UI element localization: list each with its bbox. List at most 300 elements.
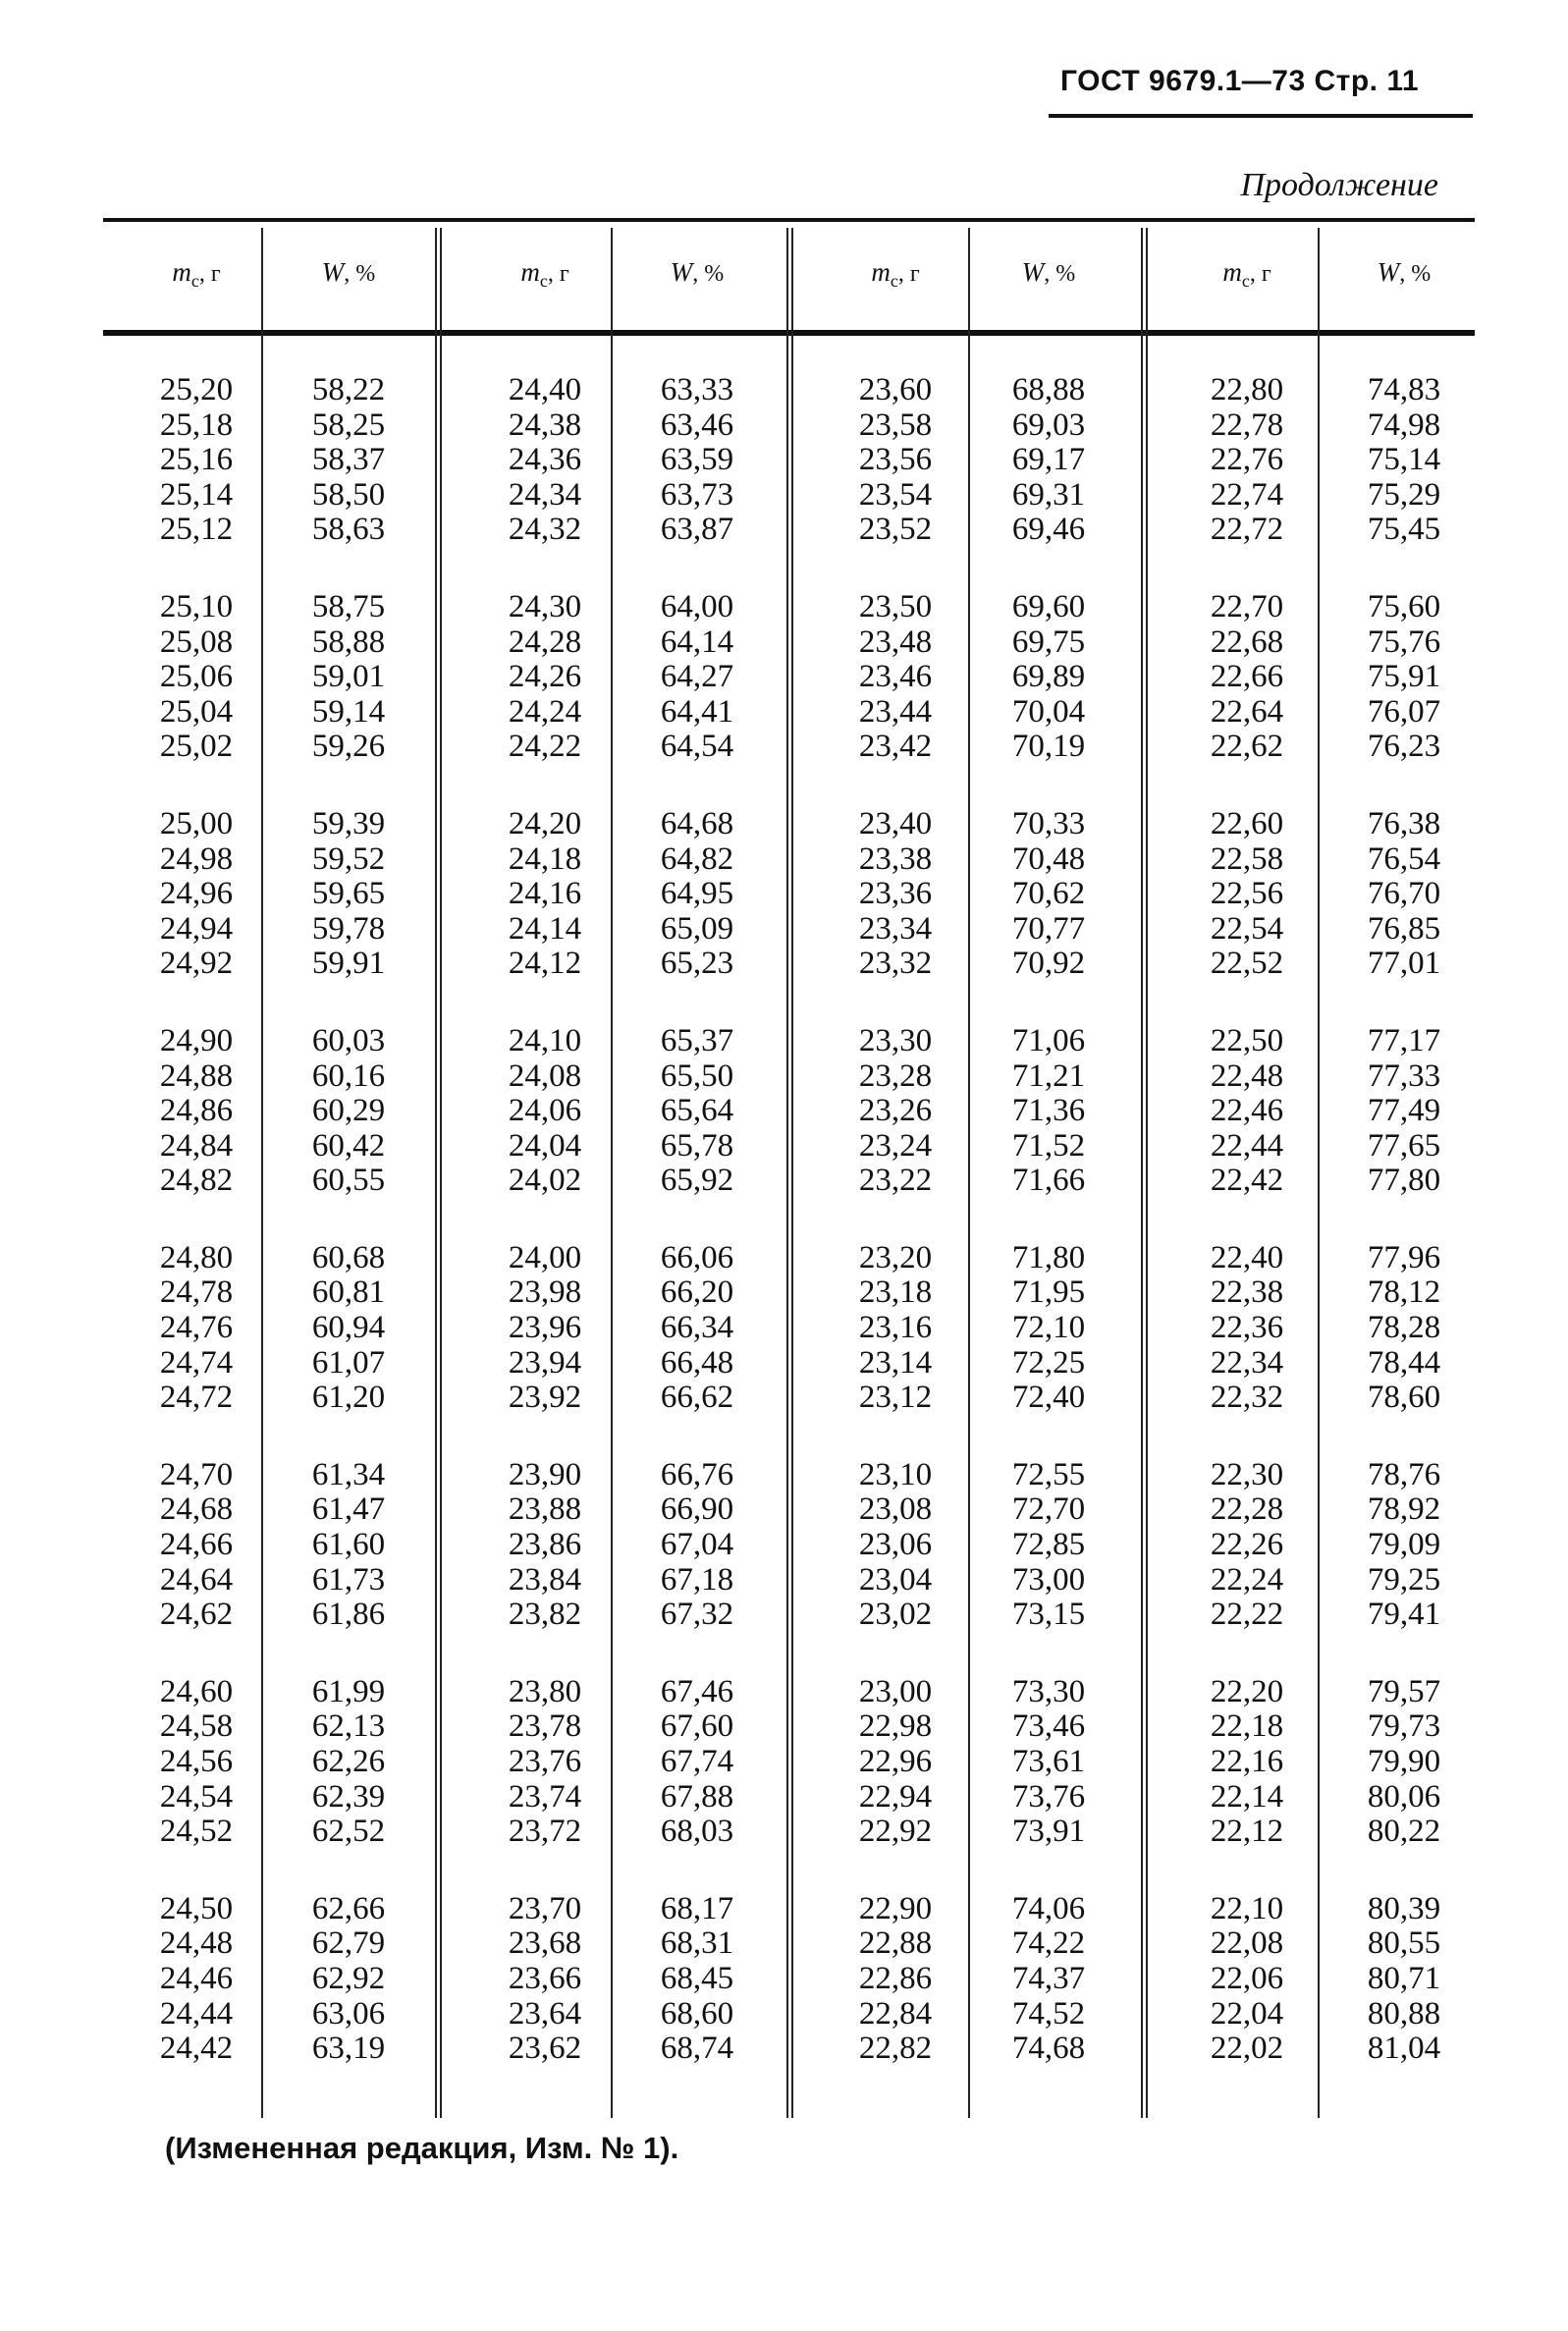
- table-cell: 23,18: [858, 1274, 933, 1311]
- row-group: [1173, 373, 1321, 548]
- table-cell: 23,88: [508, 1491, 582, 1528]
- table-cell: 24,50: [159, 1890, 234, 1926]
- table-cell: 23,02: [858, 1597, 933, 1633]
- table-cell: 65,50: [660, 1057, 734, 1094]
- table-cell: 80,22: [1367, 1814, 1441, 1850]
- row-group: [1330, 807, 1478, 982]
- table-cell: 64,68: [660, 805, 734, 841]
- table-cell: 24,34: [508, 476, 582, 513]
- table-cell: 80,88: [1367, 1995, 1441, 2032]
- table-cell: 22,10: [1210, 1890, 1284, 1926]
- table-cell: 24,82: [159, 1163, 234, 1199]
- table-cell: 80,39: [1367, 1890, 1441, 1926]
- table-cell: 25,16: [159, 442, 234, 478]
- table-cell: 22,66: [1210, 659, 1284, 695]
- table-cell: 58,25: [311, 407, 386, 443]
- table-cell: 70,33: [1011, 805, 1086, 841]
- table-cell: 75,76: [1367, 623, 1441, 660]
- table-cell: 23,78: [508, 1708, 582, 1745]
- row-group: [275, 1892, 422, 2067]
- row-group: [123, 807, 270, 982]
- table-cell: 24,36: [508, 442, 582, 478]
- table-cell: 69,75: [1011, 623, 1086, 660]
- table-cell: 24,64: [159, 1561, 234, 1598]
- table-cell: 22,16: [1210, 1744, 1284, 1779]
- table-cell: 23,76: [508, 1744, 582, 1779]
- table-cell: 69,89: [1011, 659, 1086, 695]
- table-cell: 24,52: [159, 1814, 234, 1850]
- table-cell: 71,52: [1011, 1127, 1086, 1164]
- row-group: [275, 590, 422, 765]
- row-group: [471, 1241, 619, 1416]
- table-cell: 23,84: [508, 1561, 582, 1598]
- table-cell: 72,55: [1011, 1456, 1086, 1492]
- table-cell: 23,36: [858, 876, 933, 912]
- table-cell: 62,39: [311, 1778, 386, 1815]
- table-cell: 22,26: [1210, 1527, 1284, 1563]
- table-cell: 24,54: [159, 1778, 234, 1815]
- table-cell: 67,74: [660, 1744, 734, 1779]
- table-cell: 23,56: [858, 442, 933, 478]
- table-cell: 22,64: [1210, 693, 1284, 730]
- table-cell: 80,71: [1367, 1960, 1441, 1996]
- row-group: [275, 1241, 422, 1416]
- table-cell: 64,27: [660, 659, 734, 695]
- table-cell: 59,01: [311, 659, 386, 695]
- row-group: [822, 807, 969, 982]
- table-cell: 22,54: [1210, 910, 1284, 947]
- table-cell: 58,75: [311, 588, 386, 624]
- row-group: [275, 1675, 422, 1850]
- table-cell: 23,72: [508, 1814, 582, 1850]
- table-cell: 22,52: [1210, 946, 1284, 982]
- table-cell: 22,74: [1210, 476, 1284, 513]
- table-cell: 72,10: [1011, 1310, 1086, 1346]
- table-cell: 24,24: [508, 693, 582, 730]
- table-cell: 24,10: [508, 1022, 582, 1058]
- table-cell: 24,78: [159, 1274, 234, 1311]
- table-cell: 22,06: [1210, 1960, 1284, 1996]
- header-rule: [1049, 114, 1473, 118]
- table-cell: 64,82: [660, 840, 734, 877]
- table-cell: 25,12: [159, 512, 234, 548]
- table-cell: 61,73: [311, 1561, 386, 1598]
- table-cell: 24,76: [159, 1310, 234, 1346]
- table-cell: 25,04: [159, 693, 234, 730]
- table-column: [123, 373, 270, 2109]
- table-cell: 63,46: [660, 407, 734, 443]
- row-group: [471, 373, 619, 548]
- table-cell: 72,40: [1011, 1380, 1086, 1416]
- table-cell: 71,36: [1011, 1093, 1086, 1129]
- row-group: [1173, 590, 1321, 765]
- table-cell: 69,03: [1011, 407, 1086, 443]
- row-group: [822, 590, 969, 765]
- table-cell: 23,06: [858, 1527, 933, 1563]
- table-cell: 74,37: [1011, 1960, 1086, 1996]
- table-column: [275, 373, 422, 2109]
- table-cell: 76,23: [1367, 729, 1441, 765]
- footnote: (Измененная редакция, Изм. № 1).: [165, 2131, 679, 2165]
- table-cell: 59,65: [311, 876, 386, 912]
- table-cell: 71,80: [1011, 1239, 1086, 1275]
- table-cell: 68,45: [660, 1960, 734, 1996]
- table-cell: 73,00: [1011, 1561, 1086, 1598]
- table-cell: 23,74: [508, 1778, 582, 1815]
- table-cell: 60,42: [311, 1127, 386, 1164]
- table-cell: 24,74: [159, 1344, 234, 1381]
- row-group: [471, 1458, 619, 1633]
- table-cell: 25,00: [159, 805, 234, 841]
- table-cell: 73,46: [1011, 1708, 1086, 1745]
- table-cell: 24,94: [159, 910, 234, 947]
- table-cell: 24,42: [159, 2031, 234, 2067]
- table-cell: 23,86: [508, 1527, 582, 1563]
- table-cell: 62,92: [311, 1960, 386, 1996]
- table-cell: 69,31: [1011, 476, 1086, 513]
- table-cell: 22,80: [1210, 372, 1284, 407]
- table-cell: 60,16: [311, 1057, 386, 1094]
- table-cell: 60,81: [311, 1274, 386, 1311]
- table-cell: 22,08: [1210, 1925, 1284, 1962]
- table-cell: 63,19: [311, 2031, 386, 2067]
- row-group: [822, 1675, 969, 1850]
- table-cell: 70,04: [1011, 693, 1086, 730]
- table-cell: 22,60: [1210, 805, 1284, 841]
- continuation-label: Продолжение: [1240, 167, 1438, 203]
- table-cell: 59,91: [311, 946, 386, 982]
- table-cell: 65,78: [660, 1127, 734, 1164]
- table-cell: 61,34: [311, 1456, 386, 1492]
- table-cell: 67,46: [660, 1673, 734, 1709]
- table-cell: 24,28: [508, 623, 582, 660]
- table-cell: 23,34: [858, 910, 933, 947]
- table-cell: 74,83: [1367, 372, 1441, 407]
- row-group: [1330, 590, 1478, 765]
- table-cell: 22,44: [1210, 1127, 1284, 1164]
- table-cell: 25,14: [159, 476, 234, 513]
- table-cell: 22,40: [1210, 1239, 1284, 1275]
- table-cell: 23,64: [508, 1995, 582, 2032]
- table-cell: 25,08: [159, 623, 234, 660]
- table-cell: 23,50: [858, 588, 933, 624]
- row-group: [123, 1892, 270, 2067]
- row-group: [123, 590, 270, 765]
- table-cell: 65,23: [660, 946, 734, 982]
- table-cell: 78,60: [1367, 1380, 1441, 1416]
- row-group: [822, 1024, 969, 1199]
- table-cell: 73,91: [1011, 1814, 1086, 1850]
- table-cell: 58,22: [311, 372, 386, 407]
- table-cell: 63,59: [660, 442, 734, 478]
- table-cell: 23,40: [858, 805, 933, 841]
- table-cell: 24,88: [159, 1057, 234, 1094]
- table-cell: 62,79: [311, 1925, 386, 1962]
- table-cell: 22,78: [1210, 407, 1284, 443]
- table-cell: 59,26: [311, 729, 386, 765]
- table-cell: 24,48: [159, 1925, 234, 1962]
- table-cell: 23,24: [858, 1127, 933, 1164]
- table-cell: 22,94: [858, 1778, 933, 1815]
- row-group: [275, 1024, 422, 1199]
- table-cell: 23,22: [858, 1163, 933, 1199]
- row-group: [1173, 807, 1321, 982]
- table-cell: 78,92: [1367, 1491, 1441, 1528]
- table-cell: 25,02: [159, 729, 234, 765]
- table-cell: 77,96: [1367, 1239, 1441, 1275]
- table-cell: 61,47: [311, 1491, 386, 1528]
- table-cell: 24,26: [508, 659, 582, 695]
- table-cell: 64,14: [660, 623, 734, 660]
- table-cell: 22,84: [858, 1995, 933, 2032]
- table-cell: 24,06: [508, 1093, 582, 1129]
- table-cell: 77,33: [1367, 1057, 1441, 1094]
- table-cell: 62,26: [311, 1744, 386, 1779]
- table-cell: 23,82: [508, 1597, 582, 1633]
- table-cell: 23,70: [508, 1890, 582, 1926]
- table-column: [1173, 373, 1321, 2109]
- table-top-rule: [103, 218, 1475, 222]
- table-cell: 79,73: [1367, 1708, 1441, 1745]
- row-group: [1173, 1675, 1321, 1850]
- table-cell: 22,20: [1210, 1673, 1284, 1709]
- table-cell: 68,60: [660, 1995, 734, 2032]
- table-cell: 79,41: [1367, 1597, 1441, 1633]
- row-group: [975, 1892, 1122, 2067]
- table-cell: 24,20: [508, 805, 582, 841]
- table-cell: 24,22: [508, 729, 582, 765]
- row-group: [975, 1675, 1122, 1850]
- table-cell: 23,08: [858, 1491, 933, 1528]
- table-cell: 67,04: [660, 1527, 734, 1563]
- table-cell: 73,15: [1011, 1597, 1086, 1633]
- table-cell: 76,85: [1367, 910, 1441, 947]
- table-cell: 23,52: [858, 512, 933, 548]
- row-group: [975, 1024, 1122, 1199]
- row-group: [1330, 1241, 1478, 1416]
- table-cell: 64,00: [660, 588, 734, 624]
- table-cell: 24,72: [159, 1380, 234, 1416]
- row-group: [1173, 1892, 1321, 2067]
- row-group: [623, 1024, 771, 1199]
- table-cell: 59,39: [311, 805, 386, 841]
- table-cell: 72,70: [1011, 1491, 1086, 1528]
- table-cell: 79,57: [1367, 1673, 1441, 1709]
- table-cell: 61,60: [311, 1527, 386, 1563]
- row-group: [123, 1024, 270, 1199]
- row-group: [822, 1458, 969, 1633]
- table-cell: 66,90: [660, 1491, 734, 1528]
- table-cell: 24,84: [159, 1127, 234, 1164]
- table-cell: 23,54: [858, 476, 933, 513]
- table-cell: 71,21: [1011, 1057, 1086, 1094]
- table-cell: 25,10: [159, 588, 234, 624]
- table-cell: 63,06: [311, 1995, 386, 2032]
- table-cell: 22,76: [1210, 442, 1284, 478]
- row-group: [123, 1241, 270, 1416]
- table-cell: 64,41: [660, 693, 734, 730]
- row-group: [822, 1892, 969, 2067]
- table-cell: 73,61: [1011, 1744, 1086, 1779]
- table-cell: 24,56: [159, 1744, 234, 1779]
- table-cell: 66,62: [660, 1380, 734, 1416]
- row-group: [471, 807, 619, 982]
- row-group: [1330, 1892, 1478, 2067]
- table-cell: 23,46: [858, 659, 933, 695]
- table-cell: 23,94: [508, 1344, 582, 1381]
- table-cell: 75,29: [1367, 476, 1441, 513]
- row-group: [975, 1241, 1122, 1416]
- page-header: ГОСТ 9679.1—73 Стр. 11: [1060, 65, 1420, 97]
- table-column: [471, 373, 619, 2109]
- table-cell: 22,82: [858, 2031, 933, 2067]
- table-cell: 66,76: [660, 1456, 734, 1492]
- table-cell: 76,54: [1367, 840, 1441, 877]
- table-cell: 24,58: [159, 1708, 234, 1745]
- table-cell: 23,66: [508, 1960, 582, 1996]
- table-cell: 24,68: [159, 1491, 234, 1528]
- table-cell: 24,14: [508, 910, 582, 947]
- table-cell: 63,73: [660, 476, 734, 513]
- table-cell: 66,48: [660, 1344, 734, 1381]
- row-group: [822, 1241, 969, 1416]
- table-cell: 23,30: [858, 1022, 933, 1058]
- table-cell: 23,44: [858, 693, 933, 730]
- table-cell: 22,58: [1210, 840, 1284, 877]
- table-cell: 22,14: [1210, 1778, 1284, 1815]
- table-cell: 71,95: [1011, 1274, 1086, 1311]
- table-cell: 22,04: [1210, 1995, 1284, 2032]
- table-cell: 23,16: [858, 1310, 933, 1346]
- table-cell: 60,03: [311, 1022, 386, 1058]
- row-group: [975, 807, 1122, 982]
- table-cell: 22,86: [858, 1960, 933, 1996]
- table-cell: 72,25: [1011, 1344, 1086, 1381]
- table-cell: 66,20: [660, 1274, 734, 1311]
- table-cell: 23,42: [858, 729, 933, 765]
- table-cell: 65,92: [660, 1163, 734, 1199]
- table-cell: 71,66: [1011, 1163, 1086, 1199]
- table-column: [822, 373, 969, 2109]
- table-cell: 24,32: [508, 512, 582, 548]
- table-cell: 61,07: [311, 1344, 386, 1381]
- table-cell: 63,33: [660, 372, 734, 407]
- row-group: [623, 1241, 771, 1416]
- table-cell: 59,78: [311, 910, 386, 947]
- table-column: [623, 373, 771, 2109]
- table-cell: 23,98: [508, 1274, 582, 1311]
- table-cell: 64,54: [660, 729, 734, 765]
- table-cell: 24,66: [159, 1527, 234, 1563]
- table-cell: 22,68: [1210, 623, 1284, 660]
- table-cell: 59,52: [311, 840, 386, 877]
- table-cell: 74,22: [1011, 1925, 1086, 1962]
- table-cell: 75,91: [1367, 659, 1441, 695]
- table-cell: 62,52: [311, 1814, 386, 1850]
- column-header: $m_с$, г: [520, 257, 569, 291]
- table-cell: 23,90: [508, 1456, 582, 1492]
- table-cell: 74,06: [1011, 1890, 1086, 1926]
- table-cell: 62,13: [311, 1708, 386, 1745]
- table-cell: 80,55: [1367, 1925, 1441, 1962]
- table-cell: 24,98: [159, 840, 234, 877]
- table-cell: 77,80: [1367, 1163, 1441, 1199]
- table-cell: 24,18: [508, 840, 582, 877]
- table-cell: 62,66: [311, 1890, 386, 1926]
- table-cell: 24,80: [159, 1239, 234, 1275]
- table-cell: 24,08: [508, 1057, 582, 1094]
- table-column: [975, 373, 1122, 2109]
- table-cell: 24,86: [159, 1093, 234, 1129]
- table-cell: 58,50: [311, 476, 386, 513]
- row-group: [623, 807, 771, 982]
- table-cell: 78,28: [1367, 1310, 1441, 1346]
- table-cell: 65,64: [660, 1093, 734, 1129]
- table-cell: 24,40: [508, 372, 582, 407]
- table-cell: 61,20: [311, 1380, 386, 1416]
- row-group: [275, 373, 422, 548]
- table-cell: 23,96: [508, 1310, 582, 1346]
- column-header: W, %: [1377, 257, 1432, 287]
- table-cell: 68,31: [660, 1925, 734, 1962]
- row-group: [275, 807, 422, 982]
- table-cell: 79,09: [1367, 1527, 1441, 1563]
- table-cell: 78,12: [1367, 1274, 1441, 1311]
- table-cell: 23,14: [858, 1344, 933, 1381]
- table-cell: 22,98: [858, 1708, 933, 1745]
- table-cell: 74,98: [1367, 407, 1441, 443]
- table-cell: 24,92: [159, 946, 234, 982]
- table-cell: 24,90: [159, 1022, 234, 1058]
- table-cell: 22,88: [858, 1925, 933, 1962]
- table-cell: 60,29: [311, 1093, 386, 1129]
- table-cell: 22,30: [1210, 1456, 1284, 1492]
- table-cell: 60,94: [311, 1310, 386, 1346]
- table-cell: 22,92: [858, 1814, 933, 1850]
- table-cell: 23,04: [858, 1561, 933, 1598]
- table-cell: 69,46: [1011, 512, 1086, 548]
- table-cell: 61,99: [311, 1673, 386, 1709]
- row-group: [1173, 1458, 1321, 1633]
- table-cell: 77,01: [1367, 946, 1441, 982]
- row-group: [1330, 1024, 1478, 1199]
- table-cell: 22,36: [1210, 1310, 1284, 1346]
- table-cell: 58,88: [311, 623, 386, 660]
- column-header: $m_с$, г: [871, 257, 920, 291]
- table-cell: 76,07: [1367, 693, 1441, 730]
- row-group: [623, 590, 771, 765]
- table-cell: 23,58: [858, 407, 933, 443]
- table-cell: 79,90: [1367, 1744, 1441, 1779]
- table-cell: 58,63: [311, 512, 386, 548]
- table-cell: 23,12: [858, 1380, 933, 1416]
- table-cell: 74,68: [1011, 2031, 1086, 2067]
- table-cell: 23,92: [508, 1380, 582, 1416]
- table-cell: 23,68: [508, 1925, 582, 1962]
- table-cell: 71,06: [1011, 1022, 1086, 1058]
- table-cell: 22,24: [1210, 1561, 1284, 1598]
- table-cell: 24,00: [508, 1239, 582, 1275]
- row-group: [275, 1458, 422, 1633]
- row-group: [975, 590, 1122, 765]
- table-cell: 23,32: [858, 946, 933, 982]
- table-cell: 64,95: [660, 876, 734, 912]
- table-cell: 22,62: [1210, 729, 1284, 765]
- table-cell: 22,46: [1210, 1093, 1284, 1129]
- row-group: [623, 1892, 771, 2067]
- table-cell: 79,25: [1367, 1561, 1441, 1598]
- table-cell: 22,70: [1210, 588, 1284, 624]
